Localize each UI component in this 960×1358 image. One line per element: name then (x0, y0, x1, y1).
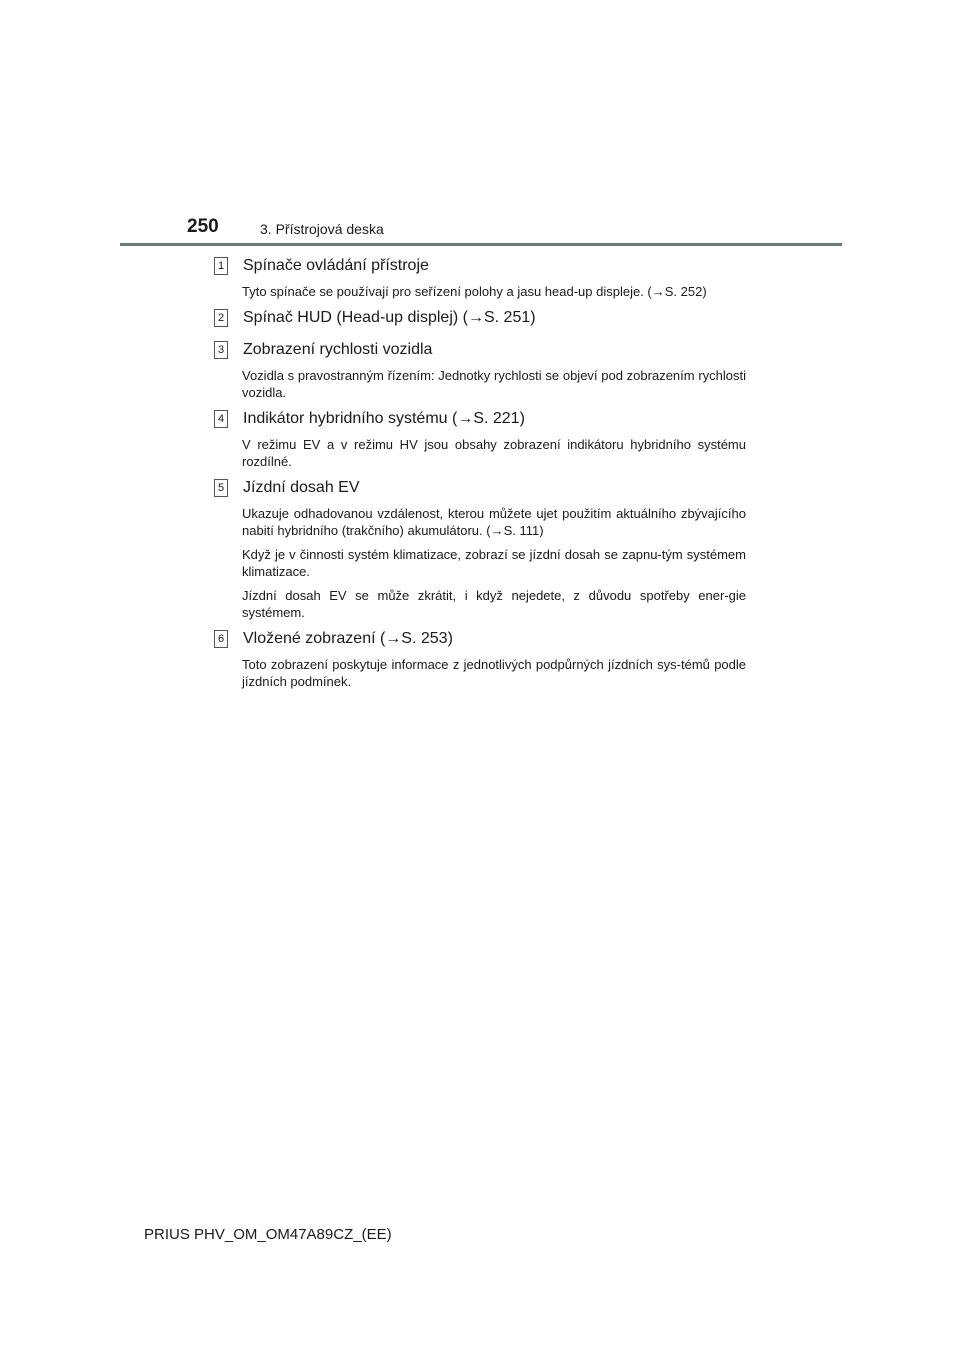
item-title: Zobrazení rychlosti vozidla (243, 341, 433, 358)
description-paragraph: Jízdní dosah EV se může zkrátit, i když nejedete, z důvodu spotřeby ener-gie systémem. (242, 588, 746, 620)
description-paragraph: Vozidla s pravostranným řízením: Jednotky rychlosti se objeví pod zobrazením rychlosti vozidla. (242, 368, 746, 400)
item-title: Vložené zobrazení (→S. 253) (243, 630, 453, 647)
description-paragraph: Ukazuje odhadovanou vzdálenost, kterou můžete ujet použitím aktuálního zbývajícího nabití hybridního (trakčního) akumulátoru. (→S. 111) (242, 506, 746, 538)
item-description (242, 436, 746, 470)
description-paragraph: V režimu EV a v režimu HV jsou obsahy zobrazení indikátoru hybridního systému rozdílné. (242, 437, 746, 469)
item-number-badge: 5 (214, 479, 228, 497)
item-number-badge: 4 (214, 410, 228, 428)
page-header (120, 216, 842, 248)
item-title: Indikátor hybridního systému (→S. 221) (243, 410, 525, 427)
description-paragraph: Když je v činnosti systém klimatizace, zobrazí se jízdní dosah se zapnu-tým systémem klimatizace. (242, 547, 746, 579)
item-title: Spínače ovládání přístroje (243, 257, 429, 274)
list-item-4 (214, 408, 746, 470)
item-number-badge: 1 (214, 257, 228, 275)
item-number-badge: 2 (214, 309, 228, 327)
header-divider (120, 243, 842, 246)
description-paragraph: Toto zobrazení poskytuje informace z jednotlivých podpůrných jízdních sys-témů podle jízdních podmínek. (242, 657, 746, 689)
item-number-badge: 3 (214, 341, 228, 359)
list-item-1 (214, 255, 746, 300)
list-item-2 (214, 307, 746, 329)
page-number: 250 (187, 216, 219, 237)
list-item-3 (214, 339, 746, 401)
item-description (242, 367, 746, 401)
section-title: 3. Přístrojová deska (260, 221, 384, 237)
description-paragraph: Tyto spínače se používají pro seřízení polohy a jasu head-up displeje. (→S. 252) (242, 284, 707, 299)
content (214, 255, 746, 697)
item-description (242, 505, 746, 621)
item-title: Jízdní dosah EV (243, 479, 360, 496)
item-description (242, 656, 746, 690)
item-description (242, 283, 746, 300)
document-code: PRIUS PHV_OM_OM47A89CZ_(EE) (144, 1226, 392, 1243)
list-item-6 (214, 628, 746, 690)
item-number-badge: 6 (214, 630, 228, 648)
item-title: Spínač HUD (Head-up displej) (→S. 251) (243, 309, 536, 326)
list-item-5 (214, 477, 746, 621)
